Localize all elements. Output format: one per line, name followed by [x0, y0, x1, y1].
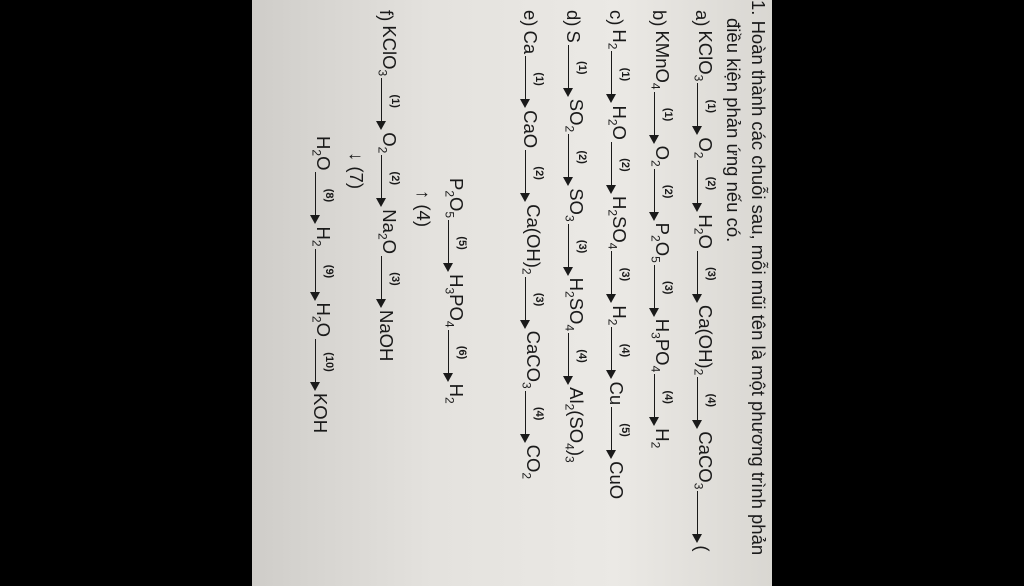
arrow-step-number: (10) [323, 352, 336, 372]
reaction-arrow [309, 339, 336, 391]
arrow-step-number: (2) [576, 150, 589, 164]
arrow-step-number: (4) [533, 406, 546, 421]
arrow-step-number: (3) [576, 239, 589, 254]
chain-label: c) [606, 10, 628, 26]
chemical-formula: CaCO$_3$ [519, 330, 544, 389]
reaction-arrow [375, 256, 402, 308]
chemical-formula: $H_2$ [309, 226, 334, 247]
reaction-arrow [519, 56, 546, 108]
arrow-step-number: (5) [456, 236, 469, 250]
reaction-arrow [442, 330, 469, 382]
chain-c [605, 10, 630, 499]
chemical-formula: $H_2O$ [605, 105, 630, 140]
reaction-arrow [519, 150, 546, 202]
reaction-arrow [309, 172, 336, 224]
chemical-formula: KMnO$_4$ [648, 30, 673, 90]
reaction-arrow [562, 224, 589, 276]
reaction-arrow [562, 333, 589, 385]
chemical-formula: $Al_2(SO_4)_3$ [562, 387, 587, 463]
exercise-subtitle: điều kiện phản ứng nếu có. [723, 18, 744, 243]
chain-label: e) [520, 10, 542, 27]
arrow-step-number: (3) [389, 272, 402, 286]
reaction-arrow [691, 251, 718, 303]
chemical-formula: $H_2$ [648, 428, 673, 449]
chemical-formula: $H_2O$ [309, 302, 334, 337]
chain-label: f) [376, 10, 398, 22]
arrow-step-number: (1) [533, 72, 546, 86]
chemical-formula: $CO_2$ [519, 444, 544, 480]
chemical-formula: KOH [310, 392, 332, 434]
chemical-formula: $P_2O_5$ [648, 222, 673, 263]
arrow-step-number: (2) [389, 171, 402, 185]
arrow-step-number: (4) [705, 393, 718, 408]
chemical-formula: $O_2$ [648, 145, 673, 167]
reaction-arrow [691, 377, 718, 429]
reaction-arrow [605, 407, 632, 459]
reaction-arrow [691, 83, 718, 135]
rotated-content [252, 0, 772, 586]
arrow-step-number: (1) [619, 67, 632, 82]
chain-label: a) [692, 10, 714, 27]
reaction-arrow [648, 265, 675, 317]
chain-f-up-link: ↑ (4) [413, 190, 434, 227]
chain-label: b) [649, 10, 671, 27]
chemical-formula: $H_2SO_4$ [605, 195, 630, 250]
chain-f-down-link: ↓ (7) [346, 152, 367, 189]
chemical-formula: $H_3PO_4$ [648, 318, 673, 373]
arrow-step-number: (8) [323, 188, 336, 203]
arrow-step-number: (1) [705, 99, 718, 114]
chemical-formula: S [563, 30, 585, 43]
chemical-formula: $H_2O$ [309, 136, 334, 171]
reaction-arrow [648, 374, 675, 426]
chemical-formula: $Na_2O$ [375, 209, 400, 255]
chemical-formula: CaCO$_3$ [691, 431, 716, 490]
reaction-arrow [375, 78, 402, 130]
chemical-formula: KClO$_3$ [691, 30, 716, 82]
reaction-arrow [648, 169, 675, 221]
chemical-formula: $O_2$ [375, 132, 400, 154]
chemical-formula: Ca [520, 30, 542, 55]
arrow-step-number: (1) [662, 107, 675, 122]
chain-f-bottom [309, 136, 334, 433]
chemical-formula: $SO_2$ [562, 98, 587, 133]
reaction-arrow [605, 327, 632, 379]
reaction-arrow [375, 155, 402, 207]
chemical-formula: $H_2SO_4$ [562, 277, 587, 332]
arrow-step-number: (5) [619, 423, 632, 437]
chain-f-main [375, 10, 400, 361]
exercise-title: 1. Hoàn thành các chuỗi sau, mỗi mũi tên là một phương trình phản [748, 0, 769, 556]
arrow-step-number: (1) [576, 61, 589, 75]
chemical-formula: ( [692, 545, 714, 552]
chain-e [519, 10, 544, 479]
arrow-step-number: (2) [533, 166, 546, 180]
arrow-step-number: (1) [389, 94, 402, 108]
reaction-arrow [309, 249, 336, 301]
reaction-arrow [605, 251, 632, 303]
chemical-formula: $H_2$ [605, 29, 630, 50]
arrow-step-number: (3) [662, 281, 675, 295]
arrow-step-number: (3) [705, 267, 718, 281]
chemical-formula: Cu [606, 381, 628, 406]
arrow-step-number: (4) [619, 343, 632, 358]
chemical-formula: $H_2$ [605, 305, 630, 326]
reaction-arrow [562, 45, 589, 97]
reaction-arrow [648, 92, 675, 144]
chemical-formula: $SO_3$ [562, 188, 587, 222]
chemical-formula: $Ca(OH)_2$ [691, 304, 716, 376]
chain-f-top [442, 178, 467, 404]
chain-a [691, 10, 716, 552]
chemical-formula: CaO [520, 110, 542, 149]
reaction-arrow [519, 391, 546, 443]
chain-b [648, 10, 673, 448]
arrow-step-number: (4) [576, 349, 589, 363]
reaction-arrow [562, 134, 589, 186]
chemical-formula: CuO [606, 461, 628, 500]
chemical-formula: $P_2O_5$ [442, 178, 467, 219]
reaction-arrow [442, 220, 469, 272]
arrow-step-number: (2) [619, 158, 632, 172]
chemical-formula: $O_2$ [691, 137, 716, 159]
chain-d [562, 10, 587, 463]
arrow-step-number: (2) [662, 184, 675, 199]
chemical-formula: NaOH [376, 310, 398, 362]
reaction-arrow [519, 277, 546, 329]
chemical-formula: $H_2O$ [691, 214, 716, 249]
arrow-step-number: (2) [705, 176, 718, 191]
chain-label: d) [563, 10, 585, 27]
arrow-step-number: (6) [456, 345, 469, 360]
arrow-step-number: (3) [533, 292, 546, 307]
reaction-arrow [605, 142, 632, 194]
reaction-arrow [691, 160, 718, 212]
chemical-formula: $H_2$ [442, 383, 467, 404]
arrow-step-number: (9) [323, 264, 336, 279]
chemical-formula: KClO$_3$ [375, 25, 400, 77]
arrow-step-number: (4) [662, 390, 675, 404]
chemical-formula: $Ca(OH)_2$ [519, 204, 544, 275]
reaction-arrow [605, 51, 632, 103]
arrow-step-number: (3) [619, 267, 632, 282]
reaction-arrow [691, 491, 711, 543]
chemical-formula: $H_3PO_4$ [442, 274, 467, 328]
paper-page [252, 0, 772, 586]
